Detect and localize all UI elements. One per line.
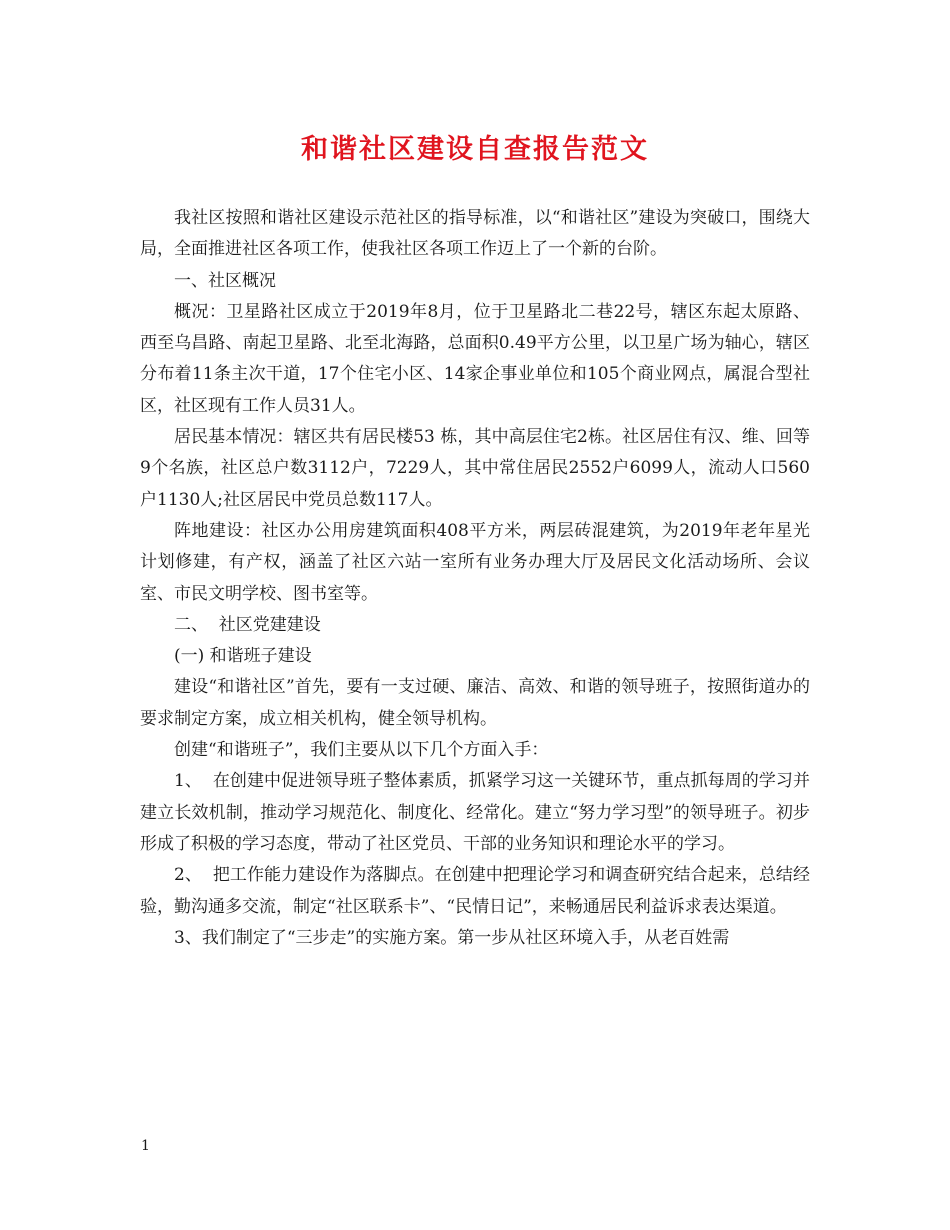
list-item-3: 3、我们制定了“三步走”的实施方案。第一步从社区环境入手，从老百姓需 (174, 927, 730, 948)
document-title: 和谐社区建设自查报告范文 (301, 134, 649, 165)
section-heading-overview: 一、社区概况 (174, 270, 276, 291)
list-item-2: 2、 把工作能力建设作为落脚点。在创建中把理论学习和调查研究结合起来，总结经验，勤沟通多交流，制定“社区联系卡”、“民情日记”，来畅通居民利益诉求表达渠道。 (140, 865, 810, 917)
leadership-paragraph: 建设“和谐社区”首先，要有一支过硬、廉洁、高效、和谐的领导班子，按照街道办的要求制定方案，成立相关机构，健全领导机构。 (140, 677, 810, 729)
residents-paragraph: 居民基本情况：辖区共有居民楼53 栋，其中高层住宅2栋。社区居住有汉、维、回等9个名族，社区总户数3112户，7229人，其中常住居民2552户6099人，流动人口560户1130人;社区居民中党员总数117人。 (140, 427, 810, 510)
approach-intro-paragraph: 创建“和谐班子”，我们主要从以下几个方面入手： (174, 740, 549, 761)
list-item-1: 1、 在创建中促进领导班子整体素质，抓紧学习这一关键环节，重点抓每周的学习并建立长效机制，推动学习规范化、制度化、经常化。建立“努力学习型”的领导班子。初步形成了积极的学习态度，带动了社区党员、干部的业务知识和理论水平的学习。 (140, 771, 810, 854)
document-body (140, 203, 810, 954)
intro-paragraph: 我社区按照和谐社区建设示范社区的指导标准，以“和谐社区”建设为突破口，围绕大局，全面推进社区各项工作，使我社区各项工作迈上了一个新的台阶。 (140, 208, 810, 260)
overview-paragraph: 概况：卫星路社区成立于2019年8月，位于卫星路北二巷22号，辖区东起太原路、西至乌昌路、南起卫星路、北至北海路，总面积0.49平方公里，以卫星广场为轴心，辖区分布着11条主次干道，17个住宅小区、14家企事业单位和105个商业网点，属混合型社区，社区现有工作人员31人。 (140, 301, 810, 416)
page-number: 1 (141, 1138, 150, 1154)
facilities-paragraph: 阵地建设：社区办公用房建筑面积408平方米，两层砖混建筑，为2019年老年星光计划修建，有产权，涵盖了社区六站一室所有业务办理大厅及居民文化活动场所、会议室、市民文明学校、图书室等。 (140, 520, 810, 604)
section-heading-party-building: 二、 社区党建建设 (174, 614, 321, 635)
subsection-heading-leadership: (一) 和谐班子建设 (174, 646, 312, 667)
